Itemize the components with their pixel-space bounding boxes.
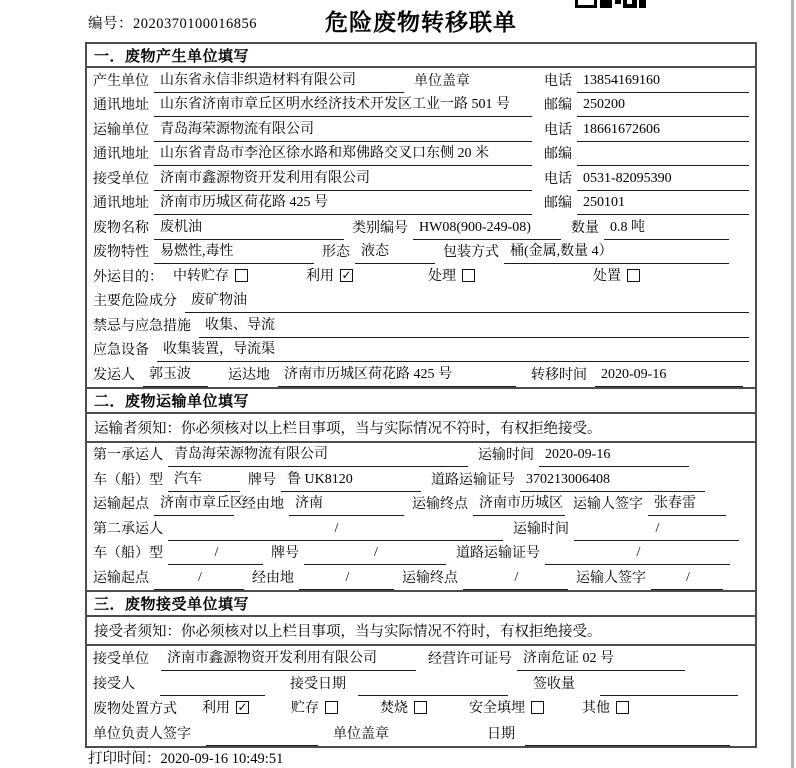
purpose-dispose-label: 处置 (593, 269, 621, 285)
producer-unit-label: 产生单位 (93, 73, 149, 89)
physical-form-label: 形态 (322, 245, 350, 260)
receiver-zip-label: 邮编 (544, 196, 572, 211)
accepting-unit-value: 济南市鑫源物资开发利用有限公司 (161, 647, 416, 671)
transport-address-label: 通讯地址 (93, 147, 149, 162)
transporter-signature2-value: / (651, 570, 723, 590)
section1-header: 一．废物产生单位填写 (87, 44, 755, 68)
responsible-signature-value (206, 742, 318, 746)
packaging-value: 桶(金属,数量 4） (504, 240, 729, 264)
route-start1-value: 济南市章丘区 (154, 492, 234, 516)
destination-value: 济南市历城区荷花路 425 号 (278, 363, 516, 387)
route-start2-label: 运输起点 (93, 570, 149, 586)
row-producer-address (87, 93, 755, 118)
row-second-carrier (87, 516, 755, 541)
route-via2-label: 经由地 (252, 570, 294, 586)
transport-address-value: 山东省青岛市李沧区徐水路和郑佛路交叉口东侧 20 米 (154, 142, 532, 166)
emergency-measures-label: 禁忌与应急措施 (93, 318, 191, 334)
transport-phone-value: 18661672606 (577, 122, 749, 142)
row-vehicle1 (87, 467, 755, 492)
transport-time2-value: / (574, 521, 739, 541)
route-start2-value: / (154, 570, 244, 590)
disposal-landfill-checkbox (531, 701, 544, 714)
plate-number2-label: 牌号 (271, 546, 299, 561)
dispatcher-value: 郭玉波 (143, 363, 208, 387)
producer-unit-value: 山东省永信非织造材料有限公司 (154, 69, 404, 93)
road-transport-cert1-label: 道路运输证号 (431, 472, 515, 488)
vehicle-type1-label: 车（船）型 (93, 472, 163, 488)
row-receiver-unit (87, 166, 755, 191)
route-via1-value: 济南 (289, 492, 404, 516)
disposal-option-utilize (202, 697, 249, 719)
emergency-equipment-label: 应急设备 (93, 343, 149, 358)
accept-date-label: 接受日期 (290, 676, 346, 692)
serial-label: 编号： (88, 16, 133, 32)
receiver-phone-label: 电话 (544, 171, 572, 187)
route-via2-value: / (299, 570, 394, 590)
form-table (85, 42, 757, 748)
disposal-option-other (582, 697, 629, 719)
signed-quantity-label: 签收量 (533, 676, 575, 692)
second-carrier-value: / (168, 521, 503, 541)
producer-zip-value: 250200 (577, 97, 749, 117)
purpose-utilize-label: 利用 (306, 269, 334, 285)
category-code-value: HW08(900-249-08) (413, 220, 561, 240)
purpose-treat-checkbox (462, 269, 475, 282)
producer-zip-label: 邮编 (544, 98, 572, 113)
row-responsible-signature (87, 721, 755, 746)
disposal-incinerate-checkbox (414, 701, 427, 714)
road-transport-cert2-label: 道路运输证号 (456, 546, 540, 561)
sign-date-label: 日期 (487, 726, 515, 742)
row-waste-name (87, 215, 755, 240)
receiver-address-label: 通讯地址 (93, 196, 149, 211)
waste-property-value: 易燃性,毒性 (154, 240, 314, 264)
transporter-notice: 运输者须知：你必须核对以上栏目事项，当与实际情况不符时，有权拒绝接受。 (87, 414, 755, 443)
responsible-signature-label: 单位负责人签字 (93, 726, 191, 742)
route-end1-label: 运输终点 (412, 497, 468, 512)
producer-address-label: 通讯地址 (93, 98, 149, 113)
route-start1-label: 运输起点 (93, 497, 149, 512)
print-time-value: 2020-09-16 10:49:51 (160, 751, 284, 767)
scrollbar-track[interactable] (791, 0, 794, 768)
disposal-option-landfill (469, 697, 544, 719)
disposal-method-label: 废物处置方式 (93, 702, 177, 717)
transporter-signature2-label: 运输人签字 (576, 570, 646, 586)
first-carrier-value: 青岛海荣源物流有限公司 (168, 443, 468, 467)
qr-code-fragment (575, 0, 647, 10)
dispatcher-label: 发运人 (93, 367, 135, 383)
vehicle-type1-value: 汽车 (168, 468, 240, 492)
purpose-dispose-checkbox (627, 269, 640, 282)
row-accepting-unit (87, 646, 755, 671)
plate-number1-label: 牌号 (248, 472, 276, 488)
destination-label: 运达地 (228, 367, 270, 383)
purpose-storage-label: 中转贮存 (173, 269, 229, 285)
road-transport-cert2-value: / (545, 545, 730, 565)
waste-property-label: 废物特性 (93, 245, 149, 260)
second-carrier-label: 第二承运人 (93, 521, 163, 537)
operating-license-label: 经营许可证号 (428, 651, 512, 667)
document-header (0, 0, 796, 42)
producer-phone-label: 电话 (544, 73, 572, 89)
row-receiver-address (87, 191, 755, 216)
disposal-incinerate-label: 焚烧 (380, 701, 408, 716)
receiver-zip-value: 250101 (577, 195, 749, 215)
purpose-option-utilize (306, 265, 353, 287)
disposal-other-label: 其他 (582, 701, 610, 716)
unit-seal2-label: 单位盖章 (333, 726, 389, 742)
receiver-address-value: 济南市历城区荷花路 425 号 (154, 191, 532, 215)
route-end2-value: / (463, 570, 568, 590)
quantity-label: 数量 (571, 220, 599, 236)
receiver-unit-label: 接受单位 (93, 171, 149, 187)
row-hazard-components (87, 289, 755, 314)
transport-zip-label: 邮编 (544, 147, 572, 162)
purpose-option-dispose (593, 265, 640, 287)
producer-phone-value: 13854169160 (577, 73, 749, 93)
row-emergency-measures (87, 313, 755, 338)
transport-unit-value: 青岛海荣源物流有限公司 (154, 118, 532, 142)
disposal-option-incinerate (380, 697, 427, 719)
purpose-option-storage (173, 265, 248, 287)
row-route1 (87, 492, 755, 517)
row-emergency-equipment (87, 338, 755, 363)
acceptor-label: 接受人 (93, 676, 135, 692)
waste-name-label: 废物名称 (93, 220, 149, 236)
purpose-treat-label: 处理 (428, 269, 456, 285)
plate-number2-value: / (304, 545, 446, 565)
row-acceptor (87, 671, 755, 696)
route-end1-value: 济南市历城区 (473, 492, 565, 516)
receiver-phone-value: 0531-82095390 (577, 171, 749, 191)
emergency-measures-value: 收集、导流 (199, 314, 749, 338)
form-title: 危险废物转移联单 (325, 10, 517, 35)
transport-time1-value: 2020-09-16 (539, 447, 689, 467)
first-carrier-label: 第一承运人 (93, 448, 163, 463)
quantity-value: 0.8 吨 (604, 216, 729, 240)
acceptor-value (160, 692, 265, 696)
transport-zip-value (577, 162, 749, 166)
road-transport-cert1-value: 370213006408 (520, 472, 705, 492)
row-transport-address (87, 142, 755, 167)
disposal-store-checkbox (325, 701, 338, 714)
transfer-time-value: 2020-09-16 (595, 367, 743, 387)
unit-seal-label: 单位盖章 (414, 73, 470, 89)
print-time (88, 747, 283, 768)
receiver-unit-value: 济南市鑫源物资开发利用有限公司 (154, 167, 532, 191)
route-end2-label: 运输终点 (402, 570, 458, 586)
transfer-time-label: 转移时间 (531, 367, 587, 383)
vehicle-type2-value: / (168, 545, 263, 565)
producer-address-value: 山东省济南市章丘区明水经济技术开发区工业一路 501 号 (154, 93, 532, 117)
row-first-carrier (87, 443, 755, 468)
hazard-components-value: 废矿物油 (185, 289, 749, 313)
row-route2 (87, 565, 755, 590)
route-via1-label: 经由地 (242, 497, 284, 512)
purpose-option-treat (428, 265, 475, 287)
physical-form-value: 液态 (355, 240, 435, 264)
transport-time2-label: 运输时间 (513, 521, 569, 537)
purpose-utilize-checkbox: ✓ (341, 268, 352, 283)
plate-number1-value: 鲁 UK8120 (281, 468, 421, 492)
disposal-landfill-label: 安全填埋 (469, 701, 525, 716)
transport-unit-label: 运输单位 (93, 122, 149, 138)
row-waste-property (87, 240, 755, 265)
accepting-unit-label: 接受单位 (93, 651, 149, 667)
transporter-signature1-value: 张春雷 (648, 492, 726, 516)
disposal-option-store (291, 697, 338, 719)
emergency-equipment-value: 收集装置，导流渠 (157, 338, 749, 362)
serial-value: 2020370100016856 (133, 16, 257, 32)
waste-name-value: 废机油 (154, 216, 344, 240)
disposal-utilize-label: 利用 (202, 701, 230, 716)
row-dispatcher (87, 362, 755, 387)
section3-header: 三．废物接受单位填写 (87, 590, 755, 617)
row-transfer-purpose (87, 264, 755, 289)
purpose-storage-checkbox (235, 269, 248, 282)
row-producer-unit (87, 68, 755, 93)
disposal-store-label: 贮存 (291, 701, 319, 716)
signed-quantity-value (600, 692, 738, 696)
operating-license-value: 济南危证 02 号 (517, 647, 685, 671)
transport-phone-label: 电话 (544, 122, 572, 138)
section2-header: 二．废物运输单位填写 (87, 387, 755, 414)
print-time-label: 打印时间： (88, 751, 161, 767)
row-transport-unit (87, 117, 755, 142)
row-disposal-method (87, 696, 755, 721)
receiver-notice: 接受者须知：你必须核对以上栏目事项，当与实际情况不符时，有权拒绝接受。 (87, 617, 755, 646)
transfer-purpose-label: 外运目的： (93, 270, 163, 286)
accept-date-value (358, 692, 508, 696)
hazard-components-label: 主要危险成分 (93, 294, 177, 309)
category-code-label: 类别编号 (352, 220, 408, 236)
transporter-signature1-label: 运输人签字 (573, 497, 643, 512)
vehicle-type2-label: 车（船）型 (93, 546, 163, 561)
disposal-other-checkbox (616, 701, 629, 714)
packaging-label: 包装方式 (443, 245, 499, 260)
transport-time1-label: 运输时间 (478, 448, 534, 463)
row-vehicle2 (87, 541, 755, 566)
sign-date-value (525, 742, 730, 746)
disposal-utilize-checkbox: ✓ (237, 700, 248, 714)
